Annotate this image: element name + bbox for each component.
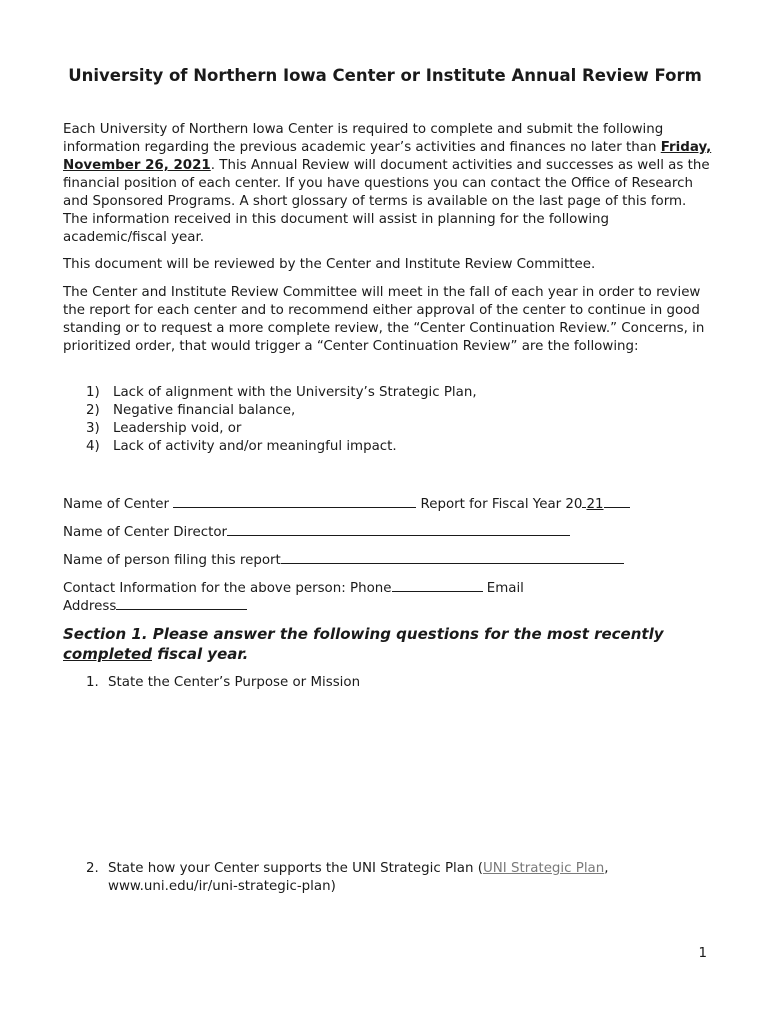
review-note: This document will be reviewed by the Center and Institute Review Committee. (63, 257, 596, 272)
filer-label: Name of person filing this report (63, 553, 281, 568)
filer-field[interactable] (281, 550, 624, 564)
document-title: University of Northern Iowa Center or Institute Annual Review Form (68, 66, 702, 85)
contact-label: Contact Information for the above person: Phone (63, 581, 392, 596)
email-label: Email (482, 581, 524, 596)
question-2: 2. State how your Center supports the UNI Strategic Plan (UNI Strategic Plan, www.uni.edu/ir/uni-strategic-plan) (86, 861, 609, 894)
center-name-label: Name of Center (63, 497, 174, 512)
address-field[interactable] (116, 596, 247, 610)
director-label: Name of Center Director (63, 525, 228, 540)
intro-text-part1: Each University of Northern Iowa Center is required to complete and submit the following information regarding the previous academic year’s activities and finances no later than (63, 122, 664, 155)
deadline-date: Friday, November 26, 2021 (63, 140, 712, 173)
address-row (63, 596, 247, 616)
phone-field[interactable] (392, 578, 483, 592)
fiscal-year-field[interactable]: 21 (582, 497, 629, 512)
address-label: Address (63, 599, 117, 614)
intro-text-part2: . This Annual Review will document activities and successes as well as the financial position of each center. If you have questions you can contact the Office of Research and Sponsored Programs. A short glossary of terms is available on the last page of this form. The information received in this document will assist in planning for the following academic/fiscal year. (63, 158, 710, 245)
strategic-plan-url: www.uni.edu/ir/uni-strategic-plan) (108, 879, 336, 894)
list-item: 4) Lack of activity and/or meaningful impact. (86, 439, 397, 454)
committee-paragraph: The Center and Institute Review Committee will meet in the fall of each year in order to review the report for each center and to recommend either approval of the center to continue in good standing or to request a more complete review, the “Center Continuation Review.” Concerns, in prioritized order, that would trigger a “Center Continuation Review” are the following: (63, 285, 705, 354)
section-1-heading: Section 1. Please answer the following questions for the most recently completed fiscal year. (63, 625, 664, 663)
intro-paragraph (63, 121, 713, 247)
director-field[interactable] (227, 522, 570, 536)
fiscal-year-label: Report for Fiscal Year 20 (416, 497, 583, 512)
director-row (63, 522, 570, 542)
contact-row (63, 578, 524, 598)
list-item: 1) Lack of alignment with the University’s Strategic Plan, (86, 385, 477, 400)
center-name-field[interactable] (173, 494, 416, 508)
center-name-row (63, 494, 630, 514)
page-number: 1 (698, 946, 707, 961)
filer-row (63, 550, 624, 570)
question-1: 1. State the Center’s Purpose or Mission (86, 675, 361, 690)
list-item: 3) Leadership void, or (86, 421, 242, 436)
uni-strategic-plan-link[interactable]: UNI Strategic Plan (482, 861, 605, 876)
concerns-list (86, 384, 477, 456)
list-item: 2) Negative financial balance, (86, 403, 296, 418)
